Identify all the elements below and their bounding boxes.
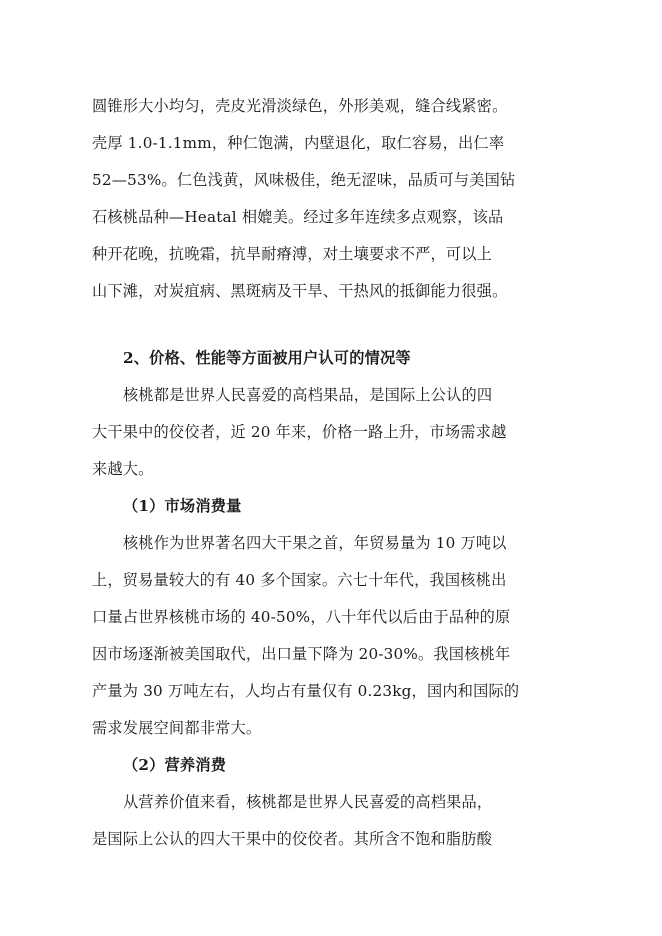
section-heading: 2、价格、性能等方面被用户认可的情况等	[123, 349, 411, 367]
subsection-heading: （1）市场消费量	[123, 497, 242, 515]
paragraph-line: 壳厚 1.0-1.1mm，种仁饱满，内壁退化，取仁容易，出仁率	[92, 134, 505, 152]
paragraph-line: 圆锥形大小均匀，壳皮光滑淡绿色，外形美观，缝合线紧密。	[92, 97, 508, 115]
paragraph-line: 核桃都是世界人民喜爱的高档果品，是国际上公认的四	[123, 386, 493, 404]
paragraph-line: 核桃作为世界著名四大干果之首，年贸易量为 10 万吨以	[123, 534, 507, 552]
paragraph-line: 山下滩，对炭疽病、黑斑病及干旱、干热风的抵御能力很强。	[92, 282, 508, 300]
paragraph-line: 52—53%。仁色浅黄，风味极佳，绝无涩味，品质可与美国钻	[92, 171, 516, 189]
paragraph-line: 大干果中的佼佼者，近 20 年来，价格一路上升，市场需求越	[92, 423, 507, 441]
paragraph-line: 需求发展空间都非常大。	[92, 719, 262, 737]
paragraph-line: 产量为 30 万吨左右，人均占有量仅有 0.23kg，国内和国际的	[92, 682, 520, 700]
paragraph-line: 上，贸易量较大的有 40 多个国家。六七十年代，我国核桃出	[92, 571, 507, 589]
paragraph-line: 口量占世界核桃市场的 40-50%，八十年代以后由于品种的原	[92, 608, 511, 626]
paragraph-line: 从营养价值来看，核桃都是世界人民喜爱的高档果品，	[123, 793, 493, 811]
subsection-heading: （2）营养消费	[123, 756, 227, 774]
paragraph-line: 来越大。	[92, 460, 154, 478]
paragraph-line: 种开花晚，抗晚霜，抗旱耐瘠溥，对土壤要求不严，可以上	[92, 245, 493, 263]
paragraph-line: 因市场逐渐被美国取代，出口量下降为 20-30%。我国核桃年	[92, 645, 511, 663]
paragraph-line: 石核桃品种—Heatal 相媲美。经过多年连续多点观察，该品	[92, 208, 504, 226]
paragraph-line: 是国际上公认的四大干果中的佼佼者。其所含不饱和脂肪酸	[92, 830, 493, 848]
